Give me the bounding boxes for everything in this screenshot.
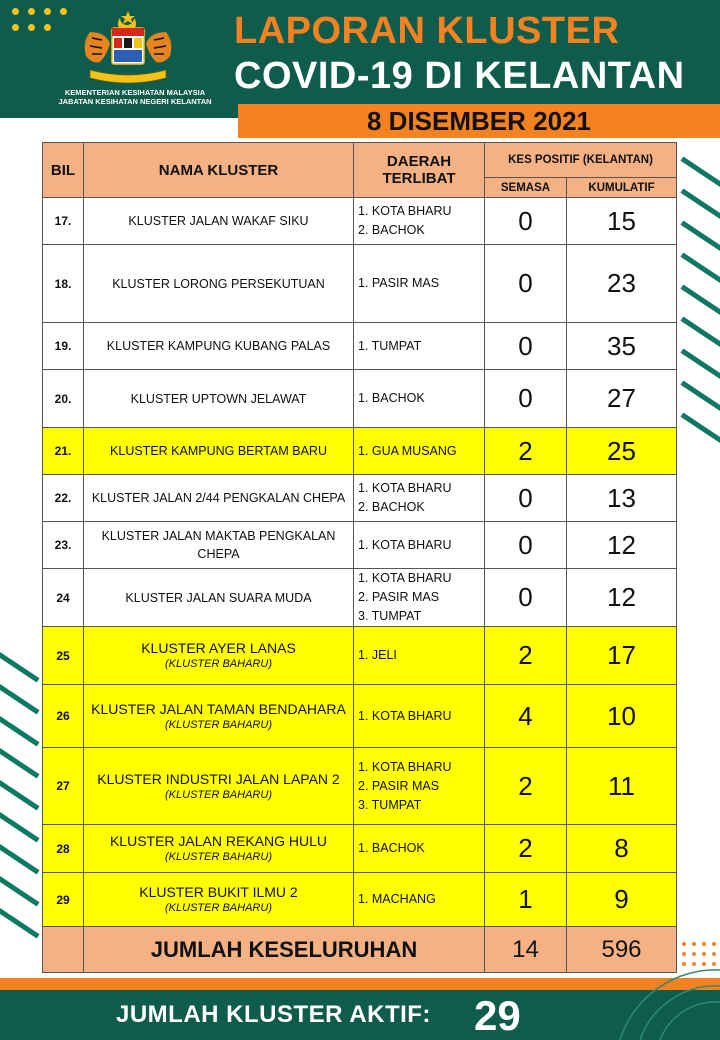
semasa-value: 0: [485, 198, 567, 245]
decorative-stripes-right: [676, 150, 720, 450]
cluster-name-cell: [84, 475, 354, 522]
districts-cell: [354, 825, 485, 873]
active-cluster-label: JUMLAH KLUSTER AKTIF:: [116, 1001, 431, 1028]
districts-cell: [354, 748, 485, 825]
district-item: 1. PASIR MAS: [358, 276, 440, 290]
cluster-name-cell: [84, 685, 354, 748]
table-row: [43, 245, 677, 323]
semasa-value: 2: [485, 627, 567, 685]
cluster-name-cell: [84, 245, 354, 323]
row-number: 21.: [43, 428, 84, 475]
cluster-name-cell: [84, 825, 354, 873]
cluster-name-cell: [84, 370, 354, 428]
district-item: 1. MACHANG: [358, 892, 436, 906]
district-item: 1. KOTA BHARU: [358, 537, 452, 552]
table-row: [43, 198, 677, 245]
cluster-name: KLUSTER JALAN SUARA MUDA: [125, 590, 312, 605]
total-semasa: 14: [485, 927, 567, 973]
page-title: LAPORAN KLUSTER: [234, 10, 620, 52]
header-daerah-line-1: DAERAH: [386, 153, 452, 170]
row-number: 24: [43, 569, 84, 627]
table-row: [43, 569, 677, 627]
cluster-name: KLUSTER JALAN REKANG HULU: [109, 833, 328, 849]
semasa-value: 2: [485, 825, 567, 873]
districts-cell: [354, 245, 485, 323]
kumulatif-value: 9: [567, 873, 677, 927]
header-nama-kluster: NAMA KLUSTER: [84, 143, 354, 198]
district-item: 1. KOTA BHARU: [358, 708, 452, 723]
kumulatif-value: 8: [567, 825, 677, 873]
districts-cell: [354, 569, 485, 627]
table-row: [43, 685, 677, 748]
semasa-value: 0: [485, 323, 567, 370]
cluster-name-cell: [84, 323, 354, 370]
page-subtitle: COVID-19 DI KELANTAN: [234, 55, 685, 97]
header-kumulatif: KUMULATIF: [567, 178, 677, 198]
kumulatif-value: 35: [567, 323, 677, 370]
districts-cell: [354, 370, 485, 428]
row-number: 18.: [43, 245, 84, 323]
district-item: 1. JELI: [358, 648, 397, 662]
kumulatif-value: 11: [567, 748, 677, 825]
cluster-name: KLUSTER UPTOWN JELAWAT: [130, 391, 307, 406]
district-item: 1. KOTA BHARU: [358, 204, 452, 218]
districts-cell: [354, 198, 485, 245]
districts-cell: [354, 522, 485, 569]
ministry-line-2: JABATAN KESIHATAN NEGERI KELANTAN: [58, 97, 212, 106]
new-cluster-tag: (KLUSTER BAHARU): [165, 658, 272, 670]
cluster-name: KLUSTER KAMPUNG KUBANG PALAS: [106, 339, 331, 353]
district-item: 1. KOTA BHARU: [358, 759, 452, 774]
districts-cell: [354, 685, 485, 748]
header-daerah: [354, 143, 485, 198]
table-row: [43, 428, 677, 475]
kumulatif-value: 23: [567, 245, 677, 323]
districts-cell: [354, 627, 485, 685]
table-row: [43, 522, 677, 569]
decorative-stripes-left: [0, 645, 40, 955]
header-daerah-line-2: TERLIBAT: [382, 170, 456, 187]
cluster-name: KLUSTER LORONG PERSEKUTUAN: [112, 276, 325, 291]
row-number: 19.: [43, 323, 84, 370]
cluster-name-cell: [84, 198, 354, 245]
cluster-name: KLUSTER JALAN TAMAN BENDAHARA: [91, 700, 346, 717]
row-number: 25: [43, 627, 84, 685]
new-cluster-tag: (KLUSTER BAHARU): [165, 902, 272, 914]
ministry-name: [40, 88, 230, 106]
cluster-name-cell: [84, 569, 354, 627]
table-row: [43, 323, 677, 370]
district-item: 1. GUA MUSANG: [358, 443, 457, 458]
district-item: 1. KOTA BHARU: [358, 571, 452, 585]
cluster-name: KLUSTER BUKIT ILMU 2: [139, 884, 298, 900]
header-kes-positif: KES POSITIF (KELANTAN): [485, 143, 677, 178]
cluster-table: [42, 142, 677, 973]
kumulatif-value: 15: [567, 198, 677, 245]
kumulatif-value: 12: [567, 569, 677, 627]
active-cluster-count: 29: [474, 992, 521, 1039]
districts-cell: [354, 475, 485, 522]
report-date: 8 DISEMBER 2021: [238, 104, 720, 138]
row-number: 22.: [43, 475, 84, 522]
row-number: 20.: [43, 370, 84, 428]
cluster-name-cell: [84, 428, 354, 475]
header-bil: BIL: [43, 143, 84, 198]
kumulatif-value: 25: [567, 428, 677, 475]
row-number: 29: [43, 873, 84, 927]
cluster-name-cell: [84, 873, 354, 927]
kumulatif-value: 27: [567, 370, 677, 428]
cluster-name: KLUSTER JALAN MAKTAB PENGKALAN CHEPA: [101, 529, 336, 561]
table-body: [43, 198, 677, 927]
decorative-arc: [600, 960, 720, 1040]
cluster-name: KLUSTER INDUSTRI JALAN LAPAN 2: [97, 770, 340, 787]
table-row: [43, 873, 677, 927]
table-row: [43, 825, 677, 873]
semasa-value: 0: [485, 569, 567, 627]
cluster-name-cell: [84, 627, 354, 685]
semasa-value: 2: [485, 748, 567, 825]
row-number: 17.: [43, 198, 84, 245]
district-item: 2. PASIR MAS: [358, 590, 440, 604]
table-row: [43, 370, 677, 428]
district-item: 3. TUMPAT: [358, 797, 422, 812]
semasa-value: 1: [485, 873, 567, 927]
row-number: 27: [43, 748, 84, 825]
districts-cell: [354, 428, 485, 475]
table-row: [43, 748, 677, 825]
semasa-value: 0: [485, 475, 567, 522]
cluster-name-cell: [84, 748, 354, 825]
semasa-value: 0: [485, 245, 567, 323]
kumulatif-value: 17: [567, 627, 677, 685]
total-label: JUMLAH KESELURUHAN: [84, 927, 485, 973]
row-number: 28: [43, 825, 84, 873]
new-cluster-tag: (KLUSTER BAHARU): [165, 851, 272, 863]
cluster-name: KLUSTER AYER LANAS: [141, 640, 296, 656]
district-item: 2. BACHOK: [358, 223, 425, 237]
cluster-name: KLUSTER JALAN 2/44 PENGKALAN CHEPA: [91, 491, 346, 505]
total-kumulatif: 596: [567, 927, 677, 973]
header-semasa: SEMASA: [485, 178, 567, 198]
semasa-value: 4: [485, 685, 567, 748]
district-item: 2. PASIR MAS: [358, 778, 440, 793]
semasa-value: 0: [485, 522, 567, 569]
cluster-name-cell: [84, 522, 354, 569]
table-row: [43, 627, 677, 685]
new-cluster-tag: (KLUSTER BAHARU): [165, 788, 272, 801]
kumulatif-value: 13: [567, 475, 677, 522]
district-item: 1. BACHOK: [358, 841, 425, 855]
kumulatif-value: 12: [567, 522, 677, 569]
semasa-value: 0: [485, 370, 567, 428]
decorative-dots: [8, 6, 78, 36]
district-item: 1. KOTA BHARU: [358, 481, 452, 495]
district-item: 1. TUMPAT: [358, 338, 422, 353]
cluster-name: KLUSTER JALAN WAKAF SIKU: [128, 214, 309, 228]
coat-of-arms-emblem: [76, 8, 180, 88]
district-item: 2. BACHOK: [358, 500, 425, 514]
district-item: 3. TUMPAT: [358, 609, 422, 623]
semasa-value: 2: [485, 428, 567, 475]
districts-cell: [354, 873, 485, 927]
total-row: [43, 927, 677, 973]
total-blank-cell: [43, 927, 84, 973]
districts-cell: [354, 323, 485, 370]
ministry-line-1: KEMENTERIAN KESIHATAN MALAYSIA: [64, 88, 206, 97]
table-row: [43, 475, 677, 522]
kumulatif-value: 10: [567, 685, 677, 748]
new-cluster-tag: (KLUSTER BAHARU): [165, 718, 272, 731]
district-item: 1. BACHOK: [358, 391, 425, 405]
row-number: 23.: [43, 522, 84, 569]
row-number: 26: [43, 685, 84, 748]
cluster-name: KLUSTER KAMPUNG BERTAM BARU: [110, 444, 327, 458]
